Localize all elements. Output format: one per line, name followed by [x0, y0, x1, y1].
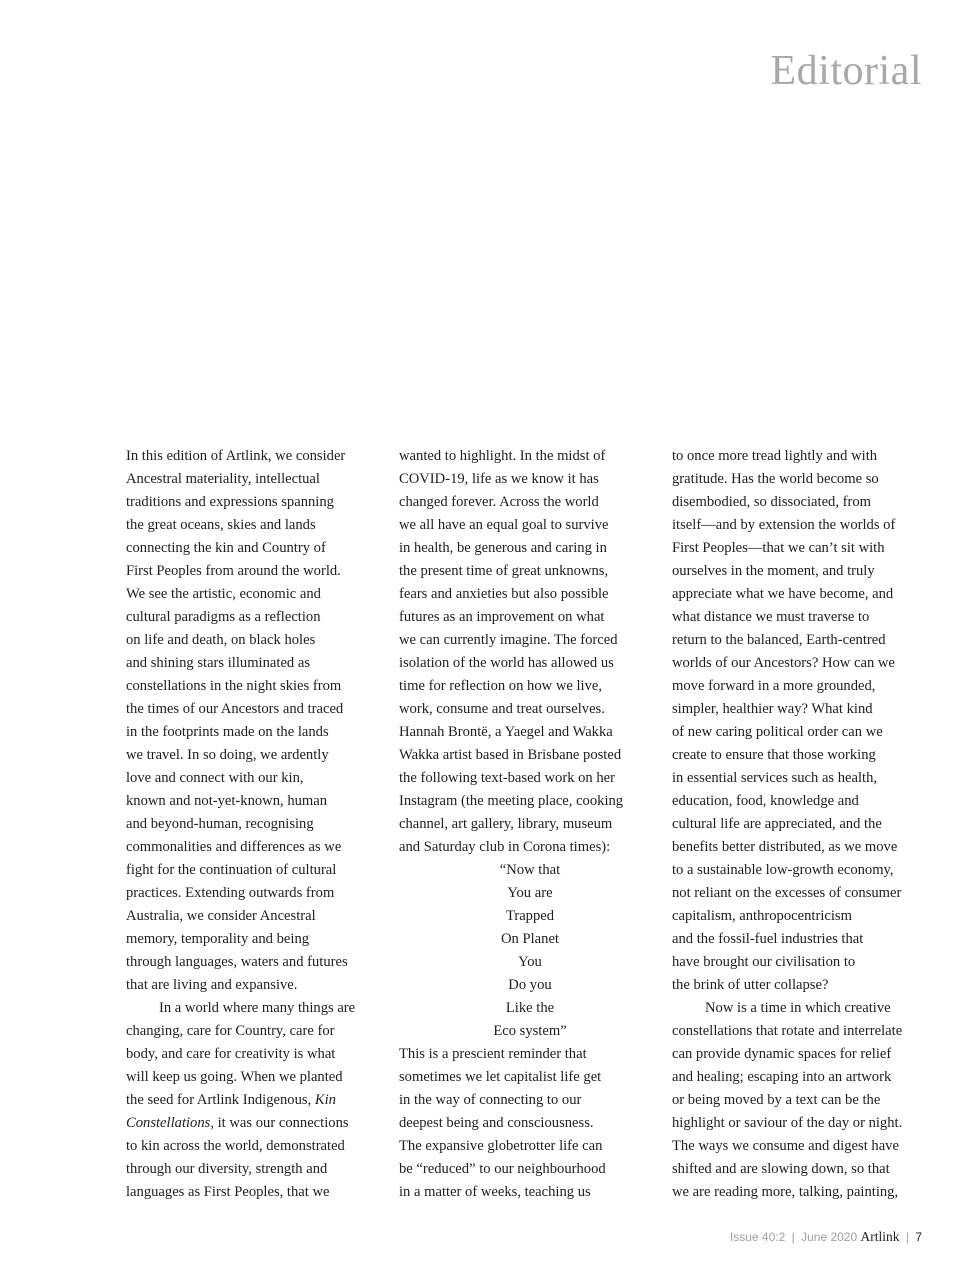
text-run: it was our connections — [213, 1115, 349, 1131]
poem-line: You are — [507, 885, 553, 901]
text-line: gratitude. Has the world become so — [672, 471, 879, 487]
text-line: worlds of our Ancestors? How can we — [672, 655, 895, 671]
text-line: the times of our Ancestors and traced — [126, 701, 344, 717]
page-number: 7 — [915, 1230, 922, 1244]
text-line: that are living and expansive. — [126, 977, 298, 993]
text-line: Ancestral materiality, intellectual — [126, 471, 320, 487]
text-line: and healing; escaping into an artwork — [672, 1069, 892, 1085]
text-line: traditions and expressions spanning — [126, 494, 334, 510]
text-line: in health, be generous and caring in — [399, 540, 607, 556]
text-line: futures as an improvement on what — [399, 609, 605, 625]
text-line: wanted to highlight. In the midst of — [399, 448, 606, 464]
text-line: create to ensure that those working — [672, 747, 876, 763]
text-line: Instagram (the meeting place, cooking — [399, 793, 624, 809]
text-line: commonalities and differences as we — [126, 839, 342, 855]
text-line: be “reduced” to our neighbourhood — [399, 1161, 606, 1177]
text-line: highlight or saviour of the day or night. — [672, 1115, 903, 1131]
text-line: itself—and by extension the worlds of — [672, 517, 896, 533]
text-line: return to the balanced, Earth-centred — [672, 632, 886, 648]
text-line: through languages, waters and futures — [126, 954, 348, 970]
text-line: changing, care for Country, care for — [126, 1023, 335, 1039]
text-line: practices. Extending outwards from — [126, 885, 335, 901]
text-line: First Peoples from around the world. — [126, 563, 341, 579]
text-line — [126, 1089, 388, 1112]
text-line: in essential services such as health, — [672, 770, 878, 786]
text-line: sometimes we let capitalist life get — [399, 1069, 602, 1085]
text-line: through our diversity, strength and — [126, 1161, 328, 1177]
text-line: changed forever. Across the world — [399, 494, 599, 510]
text-line: move forward in a more grounded, — [672, 678, 876, 694]
text-line: Now is a time in which creative — [705, 1000, 891, 1016]
poem-line: Trapped — [505, 908, 555, 924]
text-line: isolation of the world has allowed us — [399, 655, 614, 671]
text-line: fight for the continuation of cultural — [126, 862, 337, 878]
text-line: deepest being and consciousness. — [399, 1115, 594, 1131]
text-line: known and not-yet-known, human — [126, 793, 328, 809]
issue-date: June 2020 — [801, 1230, 858, 1244]
poem-line: Eco system” — [493, 1023, 567, 1039]
text-line: benefits better distributed, as we move — [672, 839, 898, 855]
text-line: the great oceans, skies and lands — [126, 517, 316, 533]
text-line: in a matter of weeks, teaching us — [399, 1184, 591, 1200]
text-line: will keep us going. When we planted — [126, 1069, 343, 1085]
text-line: we can currently imagine. The forced — [399, 632, 618, 648]
text-line: cultural paradigms as a reflection — [126, 609, 321, 625]
text-line: appreciate what we have become, and — [672, 586, 894, 602]
poem-line: Like the — [505, 1000, 555, 1016]
text-line: or being moved by a text can be the — [672, 1092, 881, 1108]
text-line: the present time of great unknowns, — [399, 563, 609, 579]
text-column-2 — [399, 445, 661, 1204]
text-column-3 — [672, 445, 934, 1204]
text-line: simpler, healthier way? What kind — [672, 701, 873, 717]
magazine-name: Artlink — [860, 1229, 900, 1244]
text-run: the seed for Artlink Indigenous, — [126, 1092, 315, 1108]
page-footer — [730, 1229, 922, 1245]
text-line: and the fossil-fuel industries that — [672, 931, 864, 947]
text-line: constellations in the night skies from — [126, 678, 342, 694]
text-line: The expansive globetrotter life can — [399, 1138, 603, 1154]
issue-number: Issue 40:2 — [729, 1230, 786, 1244]
text-line: not reliant on the excesses of consumer — [672, 885, 902, 901]
text-line: to once more tread lightly and with — [672, 448, 878, 464]
text-line: can provide dynamic spaces for relief — [672, 1046, 892, 1062]
poem-line: Do you — [508, 977, 552, 993]
text-line: languages as First Peoples, that we — [126, 1184, 330, 1200]
poem-line: You — [518, 954, 542, 970]
footer-separator: | — [905, 1230, 909, 1244]
text-line: of new caring political order can we — [672, 724, 883, 740]
text-line: time for reflection on how we live, — [399, 678, 603, 694]
italic-title: Kin — [314, 1092, 336, 1108]
text-line: to a sustainable low-growth economy, — [672, 862, 894, 878]
text-line: Hannah Brontë, a Yaegel and Wakka — [399, 724, 613, 740]
text-line: the brink of utter collapse? — [672, 977, 829, 993]
text-line: to kin across the world, demonstrated — [126, 1138, 345, 1154]
text-line: in the footprints made on the lands — [126, 724, 329, 740]
text-line: we are reading more, talking, painting, — [672, 1184, 899, 1200]
page-title: Editorial — [770, 48, 922, 94]
text-line: on life and death, on black holes — [126, 632, 316, 648]
text-line: work, consume and treat ourselves. — [399, 701, 605, 717]
text-line: Australia, we consider Ancestral — [126, 908, 316, 924]
text-line: We see the artistic, economic and — [126, 586, 321, 602]
text-line: constellations that rotate and interrelate — [672, 1023, 903, 1039]
text-line: cultural life are appreciated, and the — [672, 816, 882, 832]
text-line: capitalism, anthropocentricism — [672, 908, 852, 924]
text-line: This is a prescient reminder that — [399, 1046, 587, 1062]
text-line: education, food, knowledge and — [672, 793, 859, 809]
text-line: Wakka artist based in Brisbane posted — [399, 747, 622, 763]
text-line — [126, 1112, 388, 1135]
text-line: The ways we consume and digest have — [672, 1138, 899, 1154]
text-line: First Peoples—that we can’t sit with — [672, 540, 885, 556]
text-line: In a world where many things are — [159, 1000, 356, 1016]
text-line: connecting the kin and Country of — [126, 540, 326, 556]
text-line: love and connect with our kin, — [126, 770, 304, 786]
text-line: what distance we must traverse to — [672, 609, 870, 625]
text-line: in the way of connecting to our — [399, 1092, 582, 1108]
text-line: and shining stars illuminated as — [126, 655, 311, 671]
text-line: the following text-based work on her — [399, 770, 616, 786]
text-line: In this edition of Artlink, we consider — [126, 448, 346, 464]
text-line: and Saturday club in Corona times): — [399, 839, 611, 855]
poem-line: On Planet — [501, 931, 559, 947]
italic-title: Constellations, — [126, 1115, 214, 1131]
text-line: COVID-19, life as we know it has — [399, 471, 599, 487]
text-line: shifted and are slowing down, so that — [672, 1161, 890, 1177]
text-line: channel, art gallery, library, museum — [399, 816, 613, 832]
text-line: we travel. In so doing, we ardently — [126, 747, 329, 763]
text-line: fears and anxieties but also possible — [399, 586, 609, 602]
text-line: and beyond-human, recognising — [126, 816, 314, 832]
poem-line: “Now that — [499, 862, 561, 878]
text-line: have brought our civilisation to — [672, 954, 856, 970]
footer-separator: | — [791, 1230, 795, 1244]
text-line: memory, temporality and being — [126, 931, 310, 947]
text-line: we all have an equal goal to survive — [399, 517, 609, 533]
text-column-1 — [126, 445, 388, 1204]
text-line: disembodied, so dissociated, from — [672, 494, 872, 510]
text-line: body, and care for creativity is what — [126, 1046, 336, 1062]
text-line: ourselves in the moment, and truly — [672, 563, 875, 579]
